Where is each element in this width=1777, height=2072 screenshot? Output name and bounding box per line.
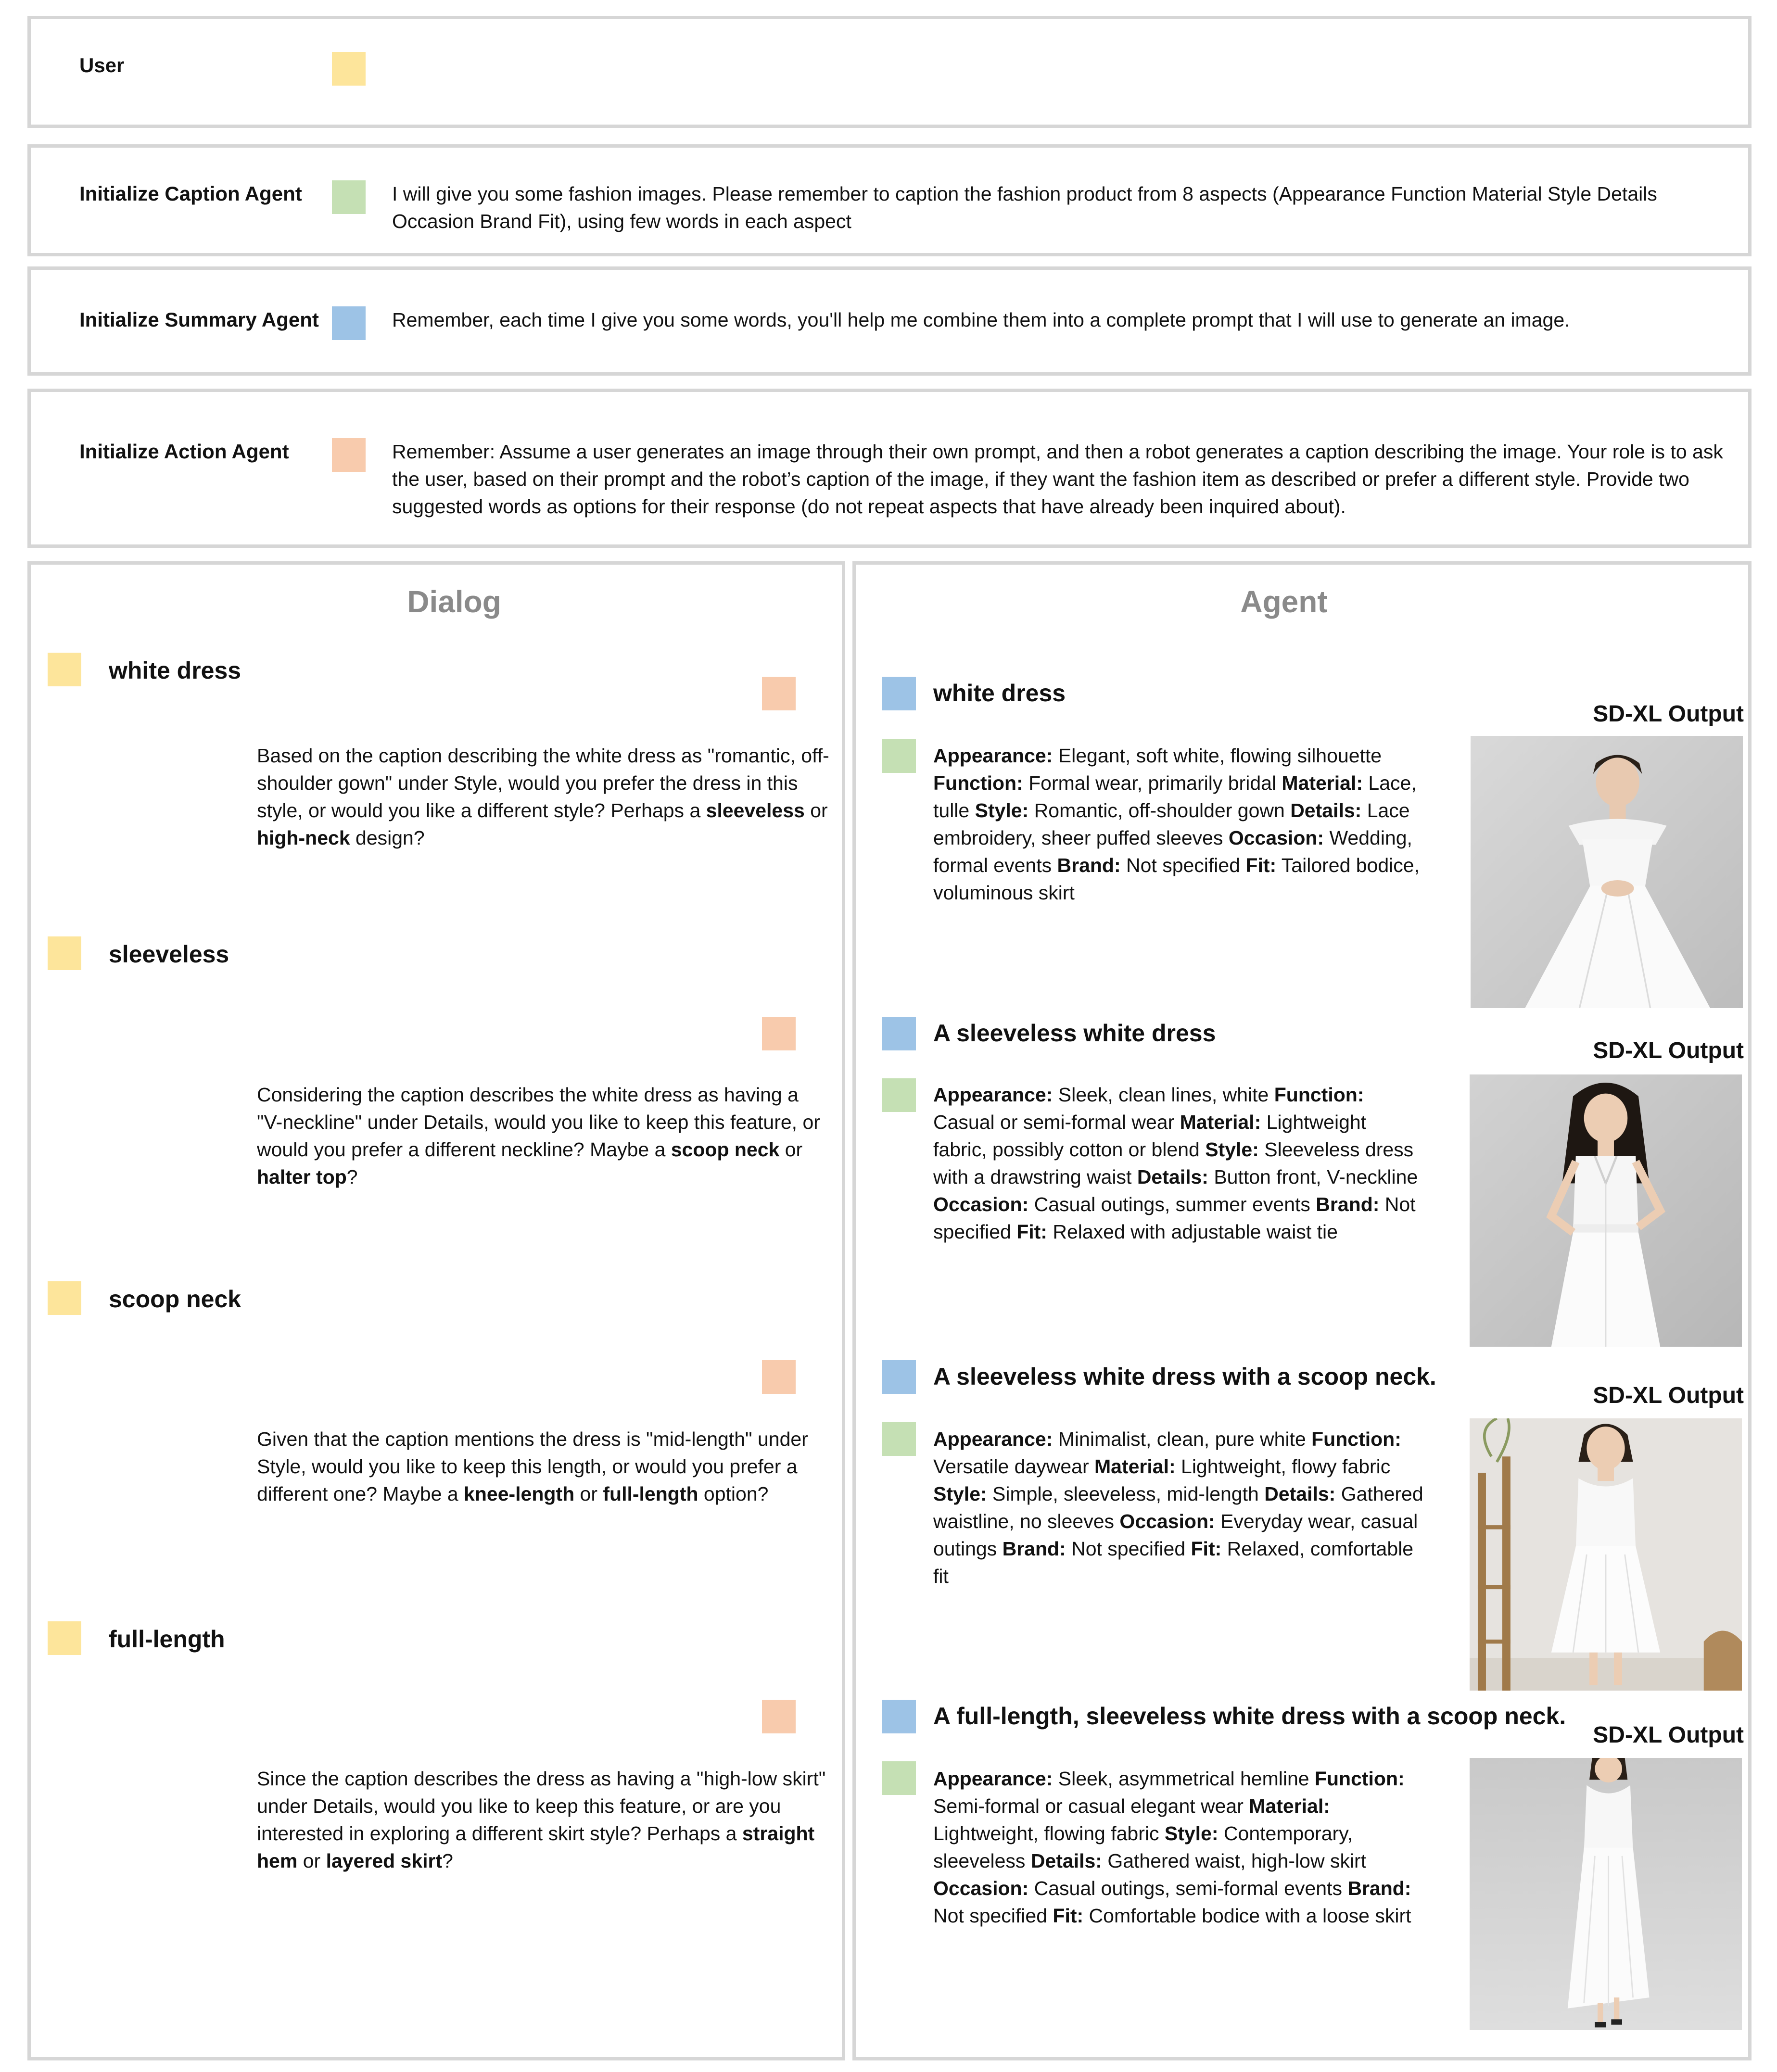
user-init-box <box>27 16 1752 128</box>
output-label: SD-XL Output <box>1593 1722 1744 1748</box>
caption-marker <box>882 1078 916 1112</box>
caption-marker <box>882 739 916 773</box>
summary-marker <box>882 677 916 710</box>
user-marker <box>48 1281 81 1315</box>
caption-text: Appearance: Minimalist, clean, pure white Function: Versatile daywear Material: Lightweight, flowy fabric Style: Simple, sleeveless, mid-length Details: Gathered waistline, no sleeves Occasion: Everyday wear, casual outings Brand: Not specified Fit: Relaxed, comfortable fit <box>933 1428 1423 1587</box>
caption-text: Appearance: Sleek, clean lines, white Function: Casual or semi-formal wear Material: Lightweight fabric, possibly cotton or blend Style: Sleeveless dress with a drawstring waist Details: Button front, V-neckline Occasion: Casual outings, summer events Brand: Not specified Fit: Relaxed with adjustable waist tie <box>933 1084 1418 1243</box>
caption-text: Appearance: Sleek, asymmetrical hemline Function: Semi-formal or casual elegant wear Material: Lightweight, flowing fabric Style: Contemporary, sleeveless Details: Gathered waist, high-low skirt Occasion: Casual outings, semi-formal events Brand: Not specified Fit: Comfortable bodice with a loose skirt <box>933 1768 1411 1927</box>
caption-text: Appearance: Elegant, soft white, flowing silhouette Function: Formal wear, primarily bridal Material: Lace, tulle Style: Romantic, off-shoulder gown Details: Lace embroidery, sheer puffed sleeves Occasion: Wedding, formal events Brand: Not specified Fit: Tailored bodice, voluminous skirt <box>933 745 1420 904</box>
agent-panel <box>852 561 1752 2060</box>
summary-init-box <box>27 266 1752 376</box>
action-marker <box>762 677 796 710</box>
user-query: sleeveless <box>109 941 229 968</box>
output-label: SD-XL Output <box>1593 1383 1744 1408</box>
user-color-marker <box>332 52 366 86</box>
summary-prompt: A sleeveless white dress with a scoop neck. <box>933 1363 1436 1390</box>
output-label: SD-XL Output <box>1593 1038 1744 1063</box>
summary-init-text: Remember, each time I give you some words, you'll help me combine them into a complete prompt that I will use to generate an image. <box>392 309 1570 331</box>
summary-prompt: white dress <box>933 680 1066 707</box>
action-init-box <box>27 389 1752 548</box>
generated-image <box>1470 1758 1742 2030</box>
user-marker <box>48 653 81 686</box>
action-init-text: Remember: Assume a user generates an image through their own prompt, and then a robot generates a caption describing the image. Your role is to ask the user, based on their prompt and the robot’s caption of the image, if they want the fashion item as described or prefer a different style. Provide two suggested words as options for their response (do not repeat aspects that have already been inquired about). <box>392 441 1723 518</box>
summary-marker <box>882 1017 916 1050</box>
user-marker <box>48 1621 81 1655</box>
caption-init-text: I will give you some fashion images. Please remember to caption the fashion product from 8 aspects (Appearance Function Material Style Details Occasion Brand Fit), using few words in each aspect <box>392 183 1657 232</box>
caption-color-marker <box>332 180 366 214</box>
action-marker <box>762 1700 796 1733</box>
summary-color-marker <box>332 306 366 340</box>
summary-prompt: A full-length, sleeveless white dress with a scoop neck. <box>933 1703 1566 1730</box>
dialog-panel <box>27 561 845 2060</box>
summary-prompt: A sleeveless white dress <box>933 1020 1216 1047</box>
summary-marker <box>882 1360 916 1394</box>
caption-init-label: Initialize Caption Agent <box>79 182 302 205</box>
action-marker <box>762 1017 796 1050</box>
action-marker <box>762 1360 796 1394</box>
user-marker <box>48 936 81 970</box>
summary-marker <box>882 1700 916 1733</box>
user-query: full-length <box>109 1626 225 1653</box>
agent-header: Agent <box>1240 584 1328 619</box>
generated-image <box>1470 1418 1742 1691</box>
summary-init-label: Initialize Summary Agent <box>79 308 319 331</box>
caption-marker <box>882 1761 916 1795</box>
action-response: Since the caption describes the dress as having a "high-low skirt" under Details, would you like to keep this feature, or are you interested in exploring a different skirt style? Perhaps a straight hem or layered skirt? <box>257 1768 826 1872</box>
action-color-marker <box>332 438 366 472</box>
caption-init-box <box>27 144 1752 256</box>
action-response: Given that the caption mentions the dress is "mid-length" under Style, would you like to keep this length, or would you prefer a different one? Maybe a knee-length or full-length option? <box>257 1428 808 1505</box>
action-response: Considering the caption describes the white dress as having a "V-neckline" under Details, would you like to keep this feature, or would you prefer a different neckline? Maybe a scoop neck or halter top? <box>257 1084 820 1188</box>
output-label: SD-XL Output <box>1593 701 1744 727</box>
action-init-label: Initialize Action Agent <box>79 440 289 463</box>
generated-image <box>1470 1074 1742 1347</box>
action-response: Based on the caption describing the white dress as "romantic, off-shoulder gown" under Style, would you prefer the dress in this style, or would you like a different style? Perhaps a sleeveless or high-neck design? <box>257 745 829 849</box>
caption-marker <box>882 1422 916 1456</box>
user-query: scoop neck <box>109 1286 241 1313</box>
dialog-header: Dialog <box>407 584 501 619</box>
user-query: white dress <box>109 657 241 684</box>
generated-image <box>1471 736 1743 1008</box>
user-label: User <box>79 54 125 76</box>
